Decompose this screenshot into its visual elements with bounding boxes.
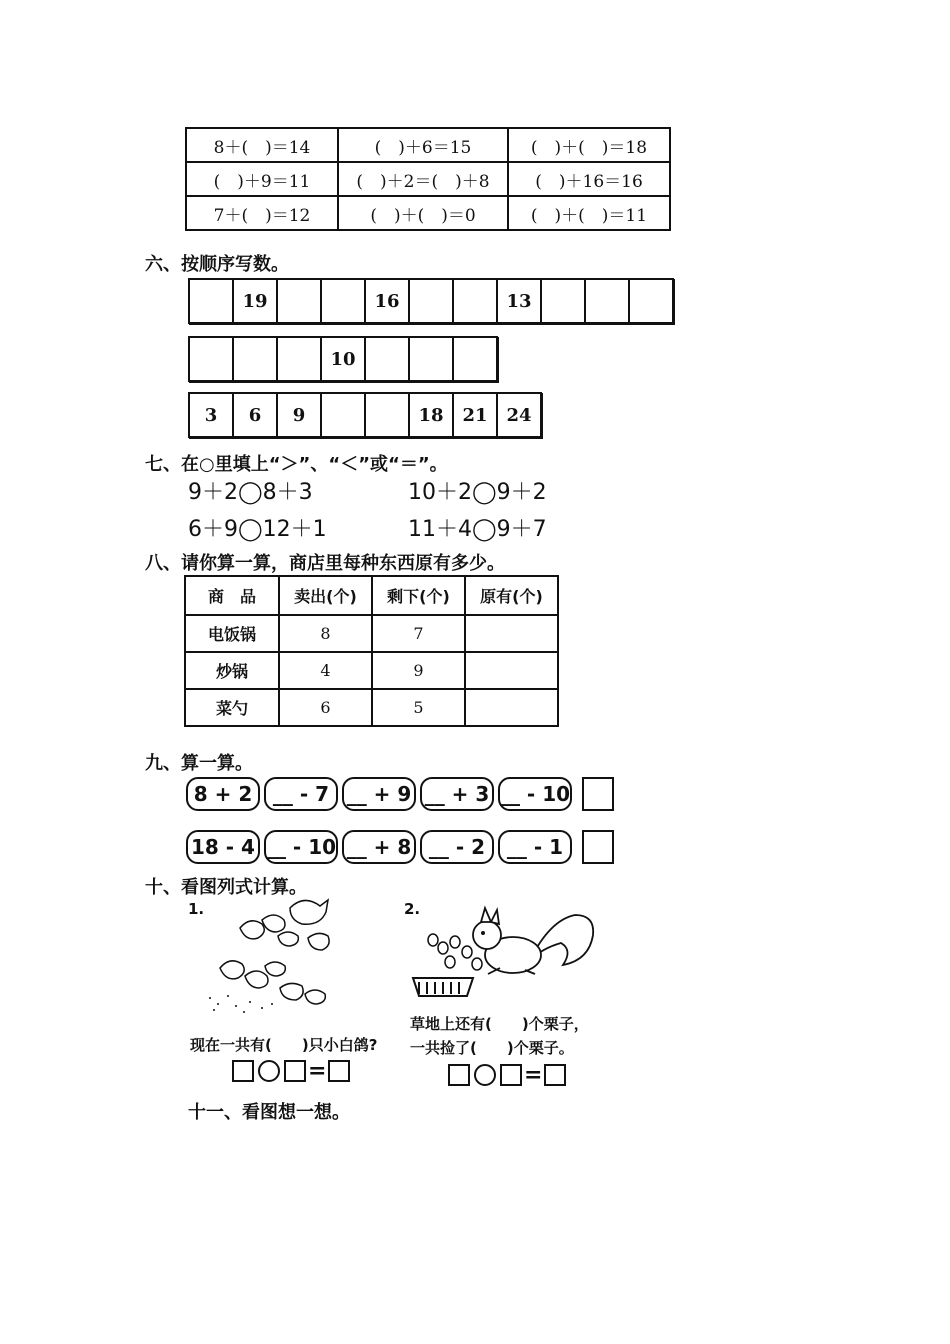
section9-heading: 九、算一算。 [145,753,253,774]
pigeon-icon [308,933,329,950]
remaining-cell: 7 [372,615,465,652]
calc-step: 18 - 4 [186,830,260,864]
section10-heading: 十、看图列式计算。 [145,877,307,898]
sequence-cell: 9 [278,394,322,436]
original-cell[interactable] [465,615,558,652]
sequence-cell[interactable] [410,338,454,380]
comparison-right: 12＋1 [262,517,327,542]
sequence-cell: 16 [366,280,410,322]
equation-cell[interactable]: ( )＋9＝11 [186,162,338,196]
calc-step[interactable]: __ - 10 [264,830,338,864]
compare-circle[interactable]: ◯ [472,517,497,542]
equation-cell[interactable]: ( )＋16＝16 [508,162,670,196]
sequence-cell[interactable] [322,280,366,322]
sequence-cell[interactable] [454,338,496,380]
answer-box[interactable] [328,1060,350,1082]
problem1-question: 现在一共有( )只小白鸽? [190,1036,378,1054]
calc-step[interactable]: __ + 8 [342,830,416,864]
calc-step[interactable]: __ - 7 [264,777,338,811]
comparison-right: 9＋2 [496,480,547,505]
comparison-item [408,512,547,543]
sequence-strip-3 [188,392,542,438]
pigeon-icon [305,990,325,1004]
column-header: 原有(个) [465,576,558,615]
answer-box[interactable] [544,1064,566,1086]
sequence-cell: 6 [234,394,278,436]
sequence-cell[interactable] [454,280,498,322]
section7-heading: 七、在○里填上“＞”、“＜”或“＝”。 [145,454,448,475]
sequence-cell: 21 [454,394,498,436]
column-header: 剩下(个) [372,576,465,615]
comparison-item [188,475,313,506]
compare-circle[interactable]: ◯ [238,480,263,505]
comparison-left: 11＋4 [408,517,472,542]
column-header: 商 品 [185,576,279,615]
pigeon-icon [265,962,285,976]
pigeon-icon [278,932,298,946]
sequence-cell[interactable] [278,338,322,380]
sequence-cell[interactable] [190,280,234,322]
calc-step: 8 + 2 [186,777,260,811]
comparison-left: 9＋2 [188,480,238,505]
item-name-cell: 电饭锅 [185,615,279,652]
pigeon-icon [240,921,264,939]
comparison-left: 6＋9 [188,517,238,542]
comparison-item [188,512,327,543]
table-row [185,689,558,726]
sequence-cell[interactable] [234,338,278,380]
pigeon-icon [262,915,285,932]
sequence-cell[interactable] [190,338,234,380]
operator-circle[interactable] [258,1060,280,1082]
equation-cell[interactable]: 8＋( )＝14 [186,128,338,162]
sequence-cell: 19 [234,280,278,322]
calc-step[interactable]: __ + 3 [420,777,494,811]
answer-box[interactable] [232,1060,254,1082]
section11-heading: 十一、看图想一想。 [188,1102,350,1123]
equation-cell[interactable]: ( )＋2＝( )＋8 [338,162,508,196]
answer-expression-2 [448,1064,566,1086]
calc-step[interactable]: __ - 1 [498,830,572,864]
problem-number: 2. [404,900,421,918]
sequence-cell[interactable] [630,280,672,322]
sequence-cell[interactable] [366,394,410,436]
sequence-cell[interactable] [586,280,630,322]
calc-step[interactable]: __ - 2 [420,830,494,864]
equation-cell[interactable]: ( )＋( )＝18 [508,128,670,162]
item-name-cell: 菜勺 [185,689,279,726]
item-name-cell: 炒锅 [185,652,279,689]
remaining-cell: 5 [372,689,465,726]
section8-heading: 八、请你算一算，商店里每种东西原有多少。 [145,553,505,574]
comparison-left: 10＋2 [408,480,472,505]
remaining-cell: 9 [372,652,465,689]
sequence-strip-2 [188,336,498,382]
column-header: 卖出(个) [279,576,372,615]
original-cell[interactable] [465,652,558,689]
answer-box[interactable] [448,1064,470,1086]
calc-chain-2 [186,830,614,864]
table-row [185,615,558,652]
equation-cell[interactable]: 7＋( )＝12 [186,196,338,230]
sequence-cell[interactable] [542,280,586,322]
problem2-line2: 一共捡了( )个栗子。 [410,1039,574,1057]
equation-cell[interactable]: ( )＋6＝15 [338,128,508,162]
table-row [185,652,558,689]
pigeon-icon [245,971,268,988]
comparison-right: 9＋7 [496,517,547,542]
pigeon-icon [290,900,328,924]
calc-step[interactable]: __ - 10 [498,777,572,811]
comparison-item [408,475,547,506]
problem2-line1: 草地上还有( )个栗子， [410,1015,589,1033]
pigeons-illustration [200,898,360,1023]
compare-circle[interactable]: ◯ [472,480,497,505]
problem-number: 1. [188,900,205,918]
sequence-cell[interactable] [322,394,366,436]
table-header-row [185,576,558,615]
pigeon-icon [220,961,244,979]
pigeon-icon [280,983,303,1000]
shop-table [184,575,559,727]
sequence-cell: 24 [506,404,532,426]
equals-sign: = [308,1058,327,1084]
table-row [186,162,670,196]
equations-table [185,127,671,231]
squirrel-illustration [405,900,600,1005]
answer-expression-1 [232,1060,350,1082]
table-row [186,128,670,162]
calc-step[interactable]: __ + 9 [342,777,416,811]
answer-box[interactable] [284,1060,306,1082]
result-box[interactable] [582,777,614,811]
sequence-cell[interactable] [278,280,322,322]
sold-cell: 8 [279,615,372,652]
sequence-cell[interactable] [410,280,454,322]
equation-cell[interactable]: ( )＋( )＝11 [508,196,670,230]
sequence-cell: 10 [322,338,366,380]
section6-heading: 六、按顺序写数。 [145,254,289,275]
sequence-cell: 18 [410,394,454,436]
equals-sign: = [524,1062,543,1088]
sold-cell: 6 [279,689,372,726]
equation-cell[interactable]: ( )＋( )＝0 [338,196,508,230]
sequence-strip-1 [188,278,674,324]
original-cell[interactable] [465,689,558,726]
compare-circle[interactable]: ◯ [238,517,263,542]
operator-circle[interactable] [474,1064,496,1086]
sequence-cell: 3 [190,394,234,436]
answer-box[interactable] [500,1064,522,1086]
calc-chain-1 [186,777,614,811]
sequence-cell: 13 [498,280,542,322]
comparison-right: 8＋3 [262,480,313,505]
result-box[interactable] [582,830,614,864]
table-row [186,196,670,230]
sequence-cell[interactable] [366,338,410,380]
sold-cell: 4 [279,652,372,689]
